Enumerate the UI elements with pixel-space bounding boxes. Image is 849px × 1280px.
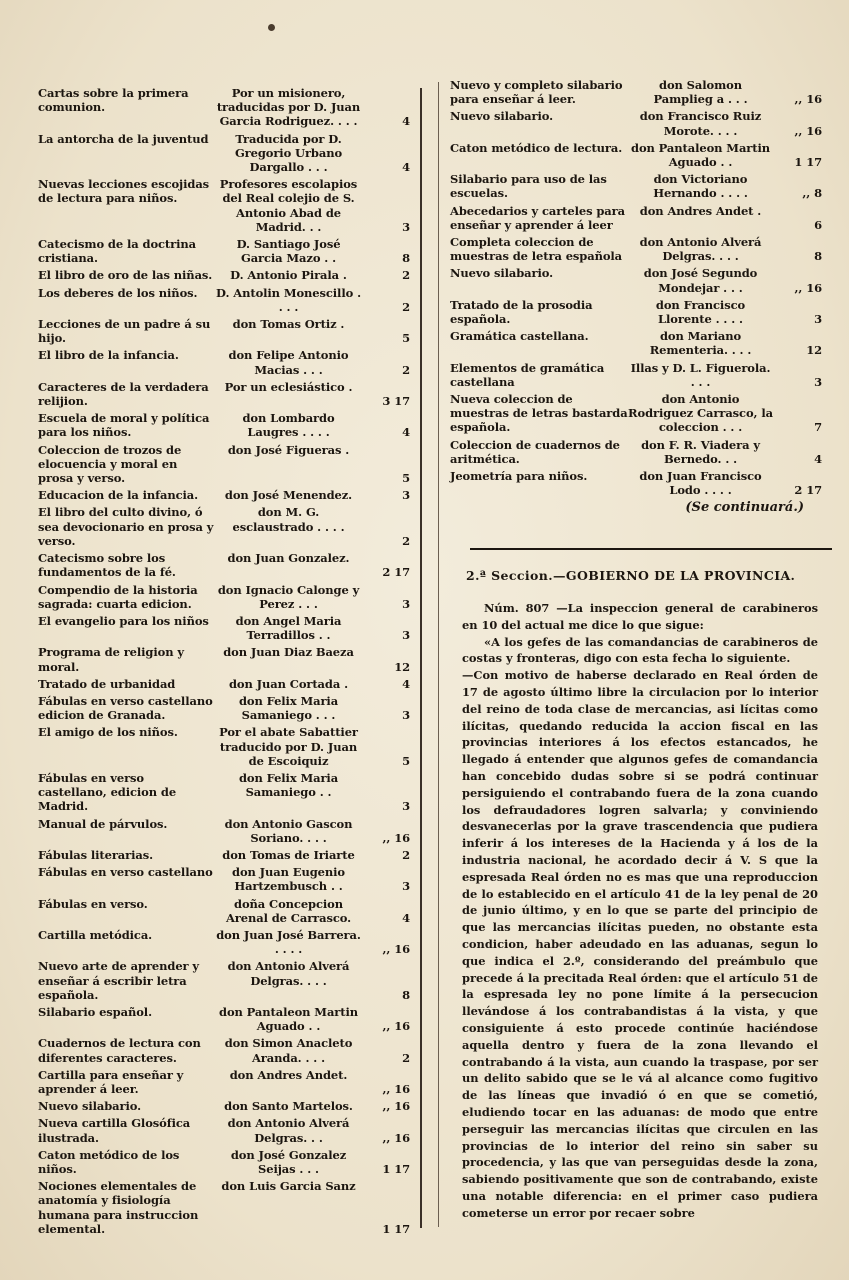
book-title: Nueva cartilla Glosófica ilustrada. <box>38 1116 191 1145</box>
book-price: 2 <box>402 847 410 862</box>
book-entry <box>450 392 822 435</box>
book-title: Escuela de moral y política para los niños. <box>38 411 210 440</box>
book-title: Jeometría para niños. <box>450 469 588 484</box>
book-entry <box>38 348 410 376</box>
book-title: Fábulas en verso. <box>38 896 148 911</box>
book-author: don Juan Francisco Lodo . . . . <box>639 469 762 498</box>
book-entry <box>38 959 410 1002</box>
book-title: El evangelio para los niños <box>38 613 209 628</box>
book-price: 2 <box>402 268 410 283</box>
book-title: El libro de oro de las niñas. <box>38 268 213 283</box>
book-price: 3 <box>402 628 410 643</box>
book-author: don Felipe Antonio Macias . . . <box>228 348 349 377</box>
book-author: don Santo Martelos. <box>224 1099 353 1114</box>
book-entry <box>38 1179 410 1236</box>
book-author: don Pantaleon Martin Aguado . . <box>631 140 770 170</box>
book-price: 12 <box>394 659 410 674</box>
book-entry <box>38 694 410 722</box>
book-author: don Juan Gonzalez. <box>227 551 350 566</box>
book-author: don Felix Maria Samaniego . . <box>238 770 339 800</box>
book-entry <box>38 1116 410 1144</box>
book-entry <box>38 317 410 345</box>
book-entry <box>38 86 410 129</box>
book-entry <box>450 266 822 294</box>
book-title: Cuadernos de lectura con diferentes caracteres. <box>38 1036 201 1065</box>
book-entry <box>38 1036 410 1064</box>
book-entry <box>38 817 410 845</box>
book-price: 8 <box>814 249 822 264</box>
book-author: don Luis Garcia Sanz <box>221 1179 356 1194</box>
book-entry <box>38 928 410 956</box>
book-price: 1 17 <box>382 1221 410 1236</box>
book-price: 4 <box>402 160 410 175</box>
book-author: Profesores escolapios del Real colejio de S. Antonio Abad de Madrid. . . <box>219 177 358 234</box>
book-price: 5 <box>402 753 410 768</box>
book-title: Catecismo sobre los fundamentos de la fé. <box>38 551 176 580</box>
book-entry <box>38 1005 410 1033</box>
book-author: D. Antonio Pirala . <box>230 268 347 283</box>
book-entry <box>38 443 410 486</box>
book-entry <box>450 78 822 106</box>
book-price: 2 <box>402 533 410 548</box>
book-list-left-column <box>38 86 410 1239</box>
book-price: 3 <box>402 219 410 234</box>
book-price: ,, 16 <box>382 830 410 845</box>
book-title: Cartilla para enseñar y aprender á leer. <box>38 1067 184 1096</box>
book-entry <box>38 725 410 768</box>
book-entry <box>38 268 410 282</box>
book-price: 4 <box>402 425 410 440</box>
book-entry <box>38 488 410 502</box>
book-title: Fábulas literarias. <box>38 847 154 862</box>
book-list-right-column <box>450 78 822 515</box>
book-price: ,, 16 <box>382 1082 410 1096</box>
book-entry <box>38 237 410 265</box>
book-entry <box>38 848 410 862</box>
book-entry <box>450 438 822 466</box>
book-price: 4 <box>402 676 410 691</box>
book-price: 7 <box>814 420 822 435</box>
book-entry <box>38 1148 410 1176</box>
book-author: don Francisco Llorente . . . . <box>655 297 746 327</box>
column-divider <box>420 88 422 1228</box>
notice-paragraph: —Con motivo de haberse declarado en Real órden de 17 de agosto último libre la circulacion por lo interior del reino de toda clase de mercancias, asi lícitas como ilícitas, quedando reducida la accion fiscal en las provincias interiores á los efectos estancados, he llegado á entender que algunos gefes de comandancia han concebido dudas sobre si se podrá continuar persiguiendo el contrabando fuera de la zona cuando los defraudadores logren salvarla; y conviniendo desvanecerlas por la grave trascendencia que pudiera inferir á los intereses de la Hacienda y á los de la industria nacional, he acordado decir á V. S que la espresada Real órden no es mas que una reproduccion de lo establecido en el artículo 41 de la ley penal de 20 de junio último, y en lo que se parte del principio de que las mercancias ilícitas pueden, no obstante esta condicion, haber adeudado en las aduanas, segun lo que indica el 2.º, considerando del preámbulo que precede á la precitada Real órden: que el artículo 51 de la espresada ley no pone límite á la persecucion llevándose á los contrabandistas á la vista, y que consiguiente á esto procede continúe haciéndose aquella dentro y fuera de la zona llevando el contrabando á la vista, aun cuando la traspase, por ser un delito sabido que se le vá al alcance como fugitivo de las líneas que invadió ó en que se cometió, eludiendo tocar en las aduanas: de modo que entre perseguir las mercancias ilícitas que circulen en las provincias de lo interior del reino sin saber su procedencia, y las que van perseguidas desde la zona, sabiendo positivamente que son de contrabando, existe una notable diferencia: en el primer caso pudiera cometerse un error por recaer sobre <box>462 668 818 1220</box>
book-price: 4 <box>814 451 822 466</box>
book-author: don Simon Anacleto Aranda. . . . <box>224 1036 353 1065</box>
book-entry <box>38 645 410 673</box>
book-title: El amigo de los niños. <box>38 725 178 740</box>
book-title: Coleccion de cuadernos de aritmética. <box>450 437 620 466</box>
book-author: don M. G. esclaustrado . . . . <box>232 505 345 534</box>
book-title: Fábulas en verso castellano edicion de Granada. <box>38 693 213 723</box>
book-title: Cartas sobre la primera comunion. <box>38 86 189 115</box>
book-price: 3 17 <box>382 394 410 409</box>
book-entry <box>38 177 410 234</box>
book-author: don Juan José Barrera. . . . . <box>216 927 361 957</box>
book-title: Catecismo de la doctrina cristiana. <box>38 237 196 266</box>
book-title: Compendio de la historia sagrada: cuarta edicion. <box>38 582 198 611</box>
book-author: don F. R. Viadera y Bernedo. . . <box>641 437 760 466</box>
ink-spot <box>268 24 275 31</box>
book-title: Tratado de la prosodia española. <box>450 297 593 327</box>
book-price: 5 <box>402 331 410 346</box>
book-price: ,, 16 <box>794 280 822 295</box>
book-price: ,, 16 <box>382 942 410 957</box>
book-author: don Antonio Alverá Delgras. . . <box>227 1116 350 1145</box>
book-price: 2 17 <box>382 565 410 580</box>
book-author: don Antonio Rodriguez Carrasco, la coleccion . . . <box>628 392 773 435</box>
book-title: Caton metódico de los niños. <box>38 1147 180 1177</box>
book-price: 12 <box>806 343 822 358</box>
section-separator <box>470 548 832 550</box>
book-price: 2 17 <box>794 483 822 498</box>
book-price: 8 <box>402 987 410 1002</box>
book-price: ,, 16 <box>794 92 822 107</box>
book-author: don Felix Maria Samaniego . . . <box>238 693 339 723</box>
book-author: don Antonio Alverá Delgras. . . . <box>227 959 350 988</box>
book-title: Completa coleccion de muestras de letra española <box>450 235 623 264</box>
book-title: Fábulas en verso castellano <box>38 865 213 880</box>
book-title: Nuevo silabario. <box>450 266 554 281</box>
continues-note: (Se continuará.) <box>685 500 804 516</box>
book-author: Por un misionero, traducidas por D. Juan Garcia Rodriguez. . . . <box>216 86 361 129</box>
book-author: don Salomon Pamplieg a . . . <box>653 78 748 107</box>
book-entry <box>38 865 410 893</box>
book-price: 5 <box>402 471 410 486</box>
book-title: El libro del culto divino, ó sea devocionario en prosa y verso. <box>38 505 214 548</box>
book-price: 1 17 <box>382 1162 410 1177</box>
book-price: 6 <box>814 217 822 232</box>
book-title: Silabario para uso de las escuelas. <box>450 172 607 201</box>
book-entry <box>38 286 410 314</box>
book-price: ,, 8 <box>802 186 822 201</box>
book-entry <box>38 583 410 611</box>
book-author: don Victoriano Hernando . . . . <box>653 172 748 201</box>
book-title: Educacion de la infancia. <box>38 488 199 503</box>
book-author: don Antonio Alverá Delgras. . . . <box>639 235 762 264</box>
book-author: Por el abate Sabattier traducido por D. Juan de Escoiquiz <box>219 725 358 768</box>
book-entry <box>38 677 410 691</box>
book-entry <box>38 1068 410 1096</box>
book-title: La antorcha de la juventud <box>38 131 209 146</box>
book-title: Nuevas lecciones escojidas de lectura para niños. <box>38 177 210 206</box>
book-price: ,, 16 <box>794 123 822 138</box>
book-author: don Mariano Rementeria. . . . <box>649 329 752 358</box>
book-author: don Juan Diaz Baeza <box>223 645 354 660</box>
book-price: 3 <box>402 879 410 894</box>
book-title: Tratado de urbanidad <box>38 676 176 691</box>
book-price: 3 <box>814 374 822 389</box>
book-author: Por un eclesiástico . <box>224 379 353 394</box>
book-author: D. Santiago José Garcia Mazo . . <box>236 237 341 266</box>
book-title: Elementos de gramática castellana <box>450 360 605 389</box>
book-price: 3 <box>402 799 410 814</box>
book-author: don Juan Eugenio Hartzembusch . . <box>232 865 345 894</box>
book-title: Nuevo y completo silabario para enseñar á leer. <box>450 78 623 107</box>
book-title: Programa de religion y moral. <box>38 645 184 674</box>
book-entry <box>38 380 410 408</box>
book-title: Nueva coleccion de muestras de letras bastarda española. <box>450 392 628 435</box>
book-author: don Andres Andet . <box>639 203 762 218</box>
book-price: 1 17 <box>794 155 822 170</box>
book-entry <box>450 235 822 263</box>
book-author: don Andres Andet. <box>229 1067 348 1082</box>
book-price: 2 <box>402 299 410 314</box>
book-title: Fábulas en verso castellano, edicion de Madrid. <box>38 770 177 814</box>
book-entry <box>450 298 822 326</box>
notice-paragraph: «A los gefes de las comandancias de carabineros de costas y fronteras, digo con esta fecha lo siguiente. <box>462 634 818 666</box>
book-entry <box>38 1099 410 1113</box>
book-author: don Angel Maria Terradillos . . <box>235 613 342 643</box>
book-author: D. Antolin Monescillo . . . . <box>216 285 361 314</box>
book-author: don Lombardo Laugres . . . . <box>242 411 335 440</box>
book-entry <box>38 132 410 175</box>
book-title: Nuevo arte de aprender y enseñar á escribir letra española. <box>38 959 199 1002</box>
book-entry <box>38 897 410 925</box>
section-heading: 2.ª Seccion.—GOBIERNO DE LA PROVINCIA. <box>466 568 796 583</box>
book-author: don José Segundo Mondejar . . . <box>643 266 758 295</box>
book-author: Traducida por D. Gregorio Urbano Dargallo . . . <box>234 131 343 175</box>
book-author: doña Concepcion Arenal de Carrasco. <box>225 896 352 925</box>
book-price: 3 <box>402 596 410 611</box>
book-title: Cartilla metódica. <box>38 927 153 942</box>
book-price: 8 <box>402 251 410 266</box>
book-price: 4 <box>402 910 410 925</box>
book-entry <box>450 141 822 169</box>
book-entry <box>450 329 822 357</box>
book-title: Coleccion de trozos de elocuencia y moral en prosa y verso. <box>38 442 182 486</box>
book-title: Nuevo silabario. <box>450 109 554 124</box>
book-title: Silabario español. <box>38 1004 152 1019</box>
notice-paragraph: Núm. 807 —La inspeccion general de carabineros en 10 del actual me dice lo que sigue: <box>462 601 818 632</box>
book-price: 3 <box>402 708 410 723</box>
book-title: El libro de la infancia. <box>38 348 179 363</box>
book-entry <box>38 771 410 814</box>
book-author: don José Gonzalez Seijas . . . <box>230 1147 347 1177</box>
book-price: 2 <box>402 1050 410 1065</box>
book-price: ,, 16 <box>382 1099 410 1114</box>
book-price: ,, 16 <box>382 1130 410 1145</box>
book-price: 4 <box>402 114 410 129</box>
book-entry <box>450 204 822 232</box>
book-price: 2 <box>402 362 410 377</box>
book-title: Manual de párvulos. <box>38 816 168 831</box>
book-entry <box>38 411 410 439</box>
book-title: Nociones elementales de anatomía y fisiología humana para instruccion elemental. <box>38 1179 199 1236</box>
book-title: Nuevo silabario. <box>38 1099 142 1114</box>
book-title: Lecciones de un padre á su hijo. <box>38 317 211 346</box>
book-author: Illas y D. L. Figuerola. . . . <box>630 360 771 389</box>
book-entry <box>450 109 822 137</box>
book-author: don Francisco Ruiz Morote. . . . <box>639 109 762 138</box>
book-author: don Antonio Gascon Soriano. . . . <box>224 816 353 845</box>
book-entry <box>38 551 410 579</box>
book-entry <box>450 361 822 389</box>
book-author: don Pantaleon Martin Aguado . . <box>219 1004 358 1034</box>
book-price: 3 <box>814 312 822 327</box>
book-price: 3 <box>402 488 410 503</box>
book-entry <box>38 614 410 642</box>
book-title: Caracteres de la verdadera relijion. <box>38 379 209 409</box>
book-author: don José Figueras . <box>227 442 350 457</box>
book-author: don Tomas de Iriarte <box>222 847 355 862</box>
official-notice-text <box>462 600 818 1221</box>
column-divider-thin <box>438 82 439 1227</box>
book-title: Los deberes de los niños. <box>38 285 198 300</box>
book-title: Caton metódico de lectura. <box>450 140 623 155</box>
book-author: don Tomas Ortiz . <box>232 317 345 332</box>
book-entry <box>450 469 822 497</box>
book-author: don Ignacio Calonge y Perez . . . <box>217 582 360 611</box>
book-author: don Juan Cortada . <box>228 676 349 691</box>
book-title: Gramática castellana. <box>450 329 589 344</box>
book-author: don José Menendez. <box>224 488 353 503</box>
book-title: Abecedarios y carteles para enseñar y aprender á leer <box>450 203 625 232</box>
book-entry <box>38 505 410 548</box>
book-entry <box>450 172 822 200</box>
book-price: ,, 16 <box>382 1019 410 1034</box>
